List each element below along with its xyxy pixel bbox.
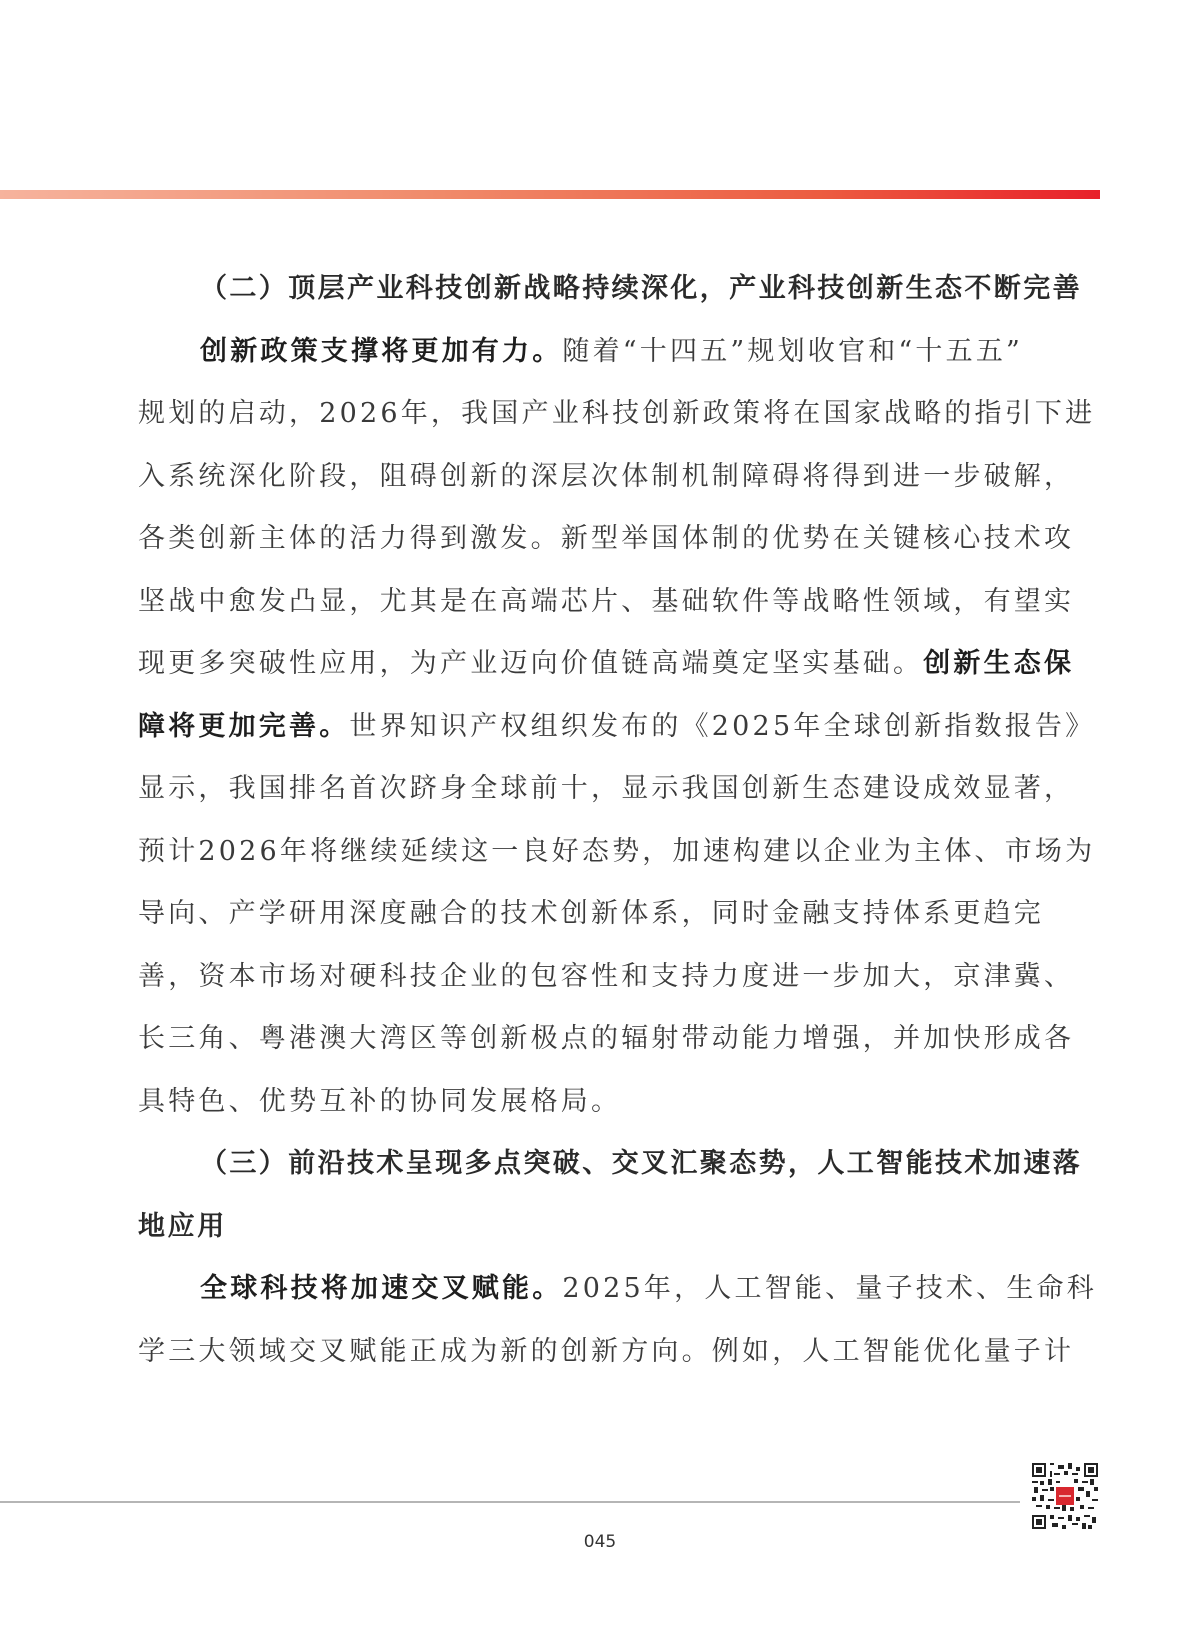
paragraph-line: 坚战中愈发凸显，尤其是在高端芯片、基础软件等战略性领域，有望实 xyxy=(138,585,1075,617)
footer-rule xyxy=(0,1501,1020,1503)
paragraph-line: 学三大领域交叉赋能正成为新的创新方向。例如，人工智能优化量子计 xyxy=(138,1335,1075,1367)
paragraph-line: 规划的启动，2026年，我国产业科技创新政策将在国家战略的指引下进 xyxy=(138,398,1096,429)
paragraph-line: 入系统深化阶段，阻碍创新的深层次体制机制障碍将得到进一步破解， xyxy=(138,460,1075,492)
bold-lead: 全球科技将加速交叉赋能。 xyxy=(200,1273,563,1304)
paragraph-line: 长三角、粤港澳大湾区等创新极点的辐射带动能力增强，并加快形成各 xyxy=(138,1023,1075,1054)
paragraph-line: 全球科技将加速交叉赋能。2025年，人工智能、量子技术、生命科 xyxy=(200,1273,1097,1304)
bold-lead: 创新生态保 xyxy=(923,648,1075,679)
document-body xyxy=(138,258,1098,1383)
bold-lead: 创新政策支撑将更加有力。 xyxy=(200,335,563,367)
qr-code-icon[interactable] xyxy=(1032,1463,1098,1529)
section-heading-3-cont: 地应用 xyxy=(138,1210,227,1242)
page-number: 045 xyxy=(583,1532,617,1552)
paragraph-line: 预计2026年将继续延续这一良好态势，加速构建以企业为主体、市场为 xyxy=(138,835,1096,867)
section-heading-2: （二）顶层产业科技创新战略持续深化，产业科技创新生态不断完善 xyxy=(200,273,1082,304)
header-accent-rule xyxy=(0,190,1100,199)
paragraph-line: 具特色、优势互补的协同发展格局。 xyxy=(138,1085,622,1117)
paragraph-line: 导向、产学研用深度融合的技术创新体系，同时金融支持体系更趋完 xyxy=(138,898,1044,929)
paragraph-line: 现更多突破性应用，为产业迈向价值链高端奠定坚实基础。创新生态保 xyxy=(138,648,1075,679)
paragraph-line: 善，资本市场对硬科技企业的包容性和支持力度进一步加大，京津冀、 xyxy=(138,960,1075,992)
paragraph-line: 创新政策支撑将更加有力。随着“十四五”规划收官和“十五五” xyxy=(200,335,1024,367)
section-heading-3: （三）前沿技术呈现多点突破、交叉汇聚态势，人工智能技术加速落 xyxy=(200,1148,1082,1179)
paragraph-line: 障将更加完善。世界知识产权组织发布的《2025年全球创新指数报告》 xyxy=(138,710,1096,742)
bold-lead: 障将更加完善。 xyxy=(138,710,350,742)
paragraph-line: 显示，我国排名首次跻身全球前十，显示我国创新生态建设成效显著， xyxy=(138,773,1075,804)
paragraph-line: 各类创新主体的活力得到激发。新型举国体制的优势在关键核心技术攻 xyxy=(138,523,1075,554)
